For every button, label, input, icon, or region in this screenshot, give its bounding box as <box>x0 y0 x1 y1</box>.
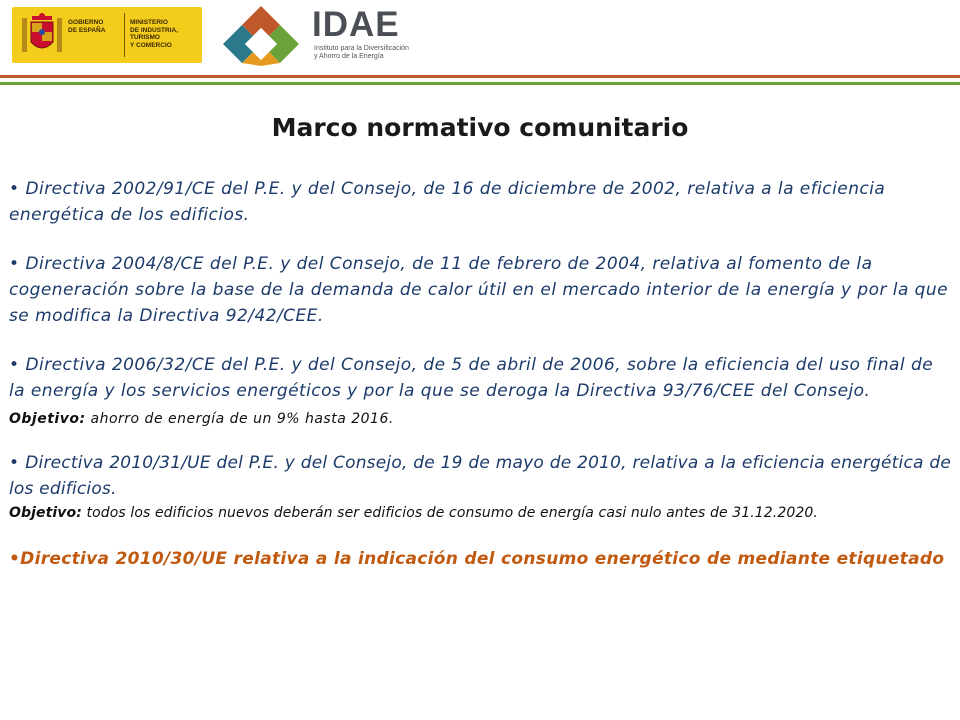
page-title: Marco normativo comunitario <box>271 113 689 142</box>
idae-subtitle: Instituto para la Diversificación y Ahorro de la Energía <box>314 45 409 60</box>
government-logo <box>12 7 202 63</box>
orange-rule <box>0 75 960 78</box>
directive-item <box>9 251 951 329</box>
objective-line <box>9 502 951 524</box>
bullet: • <box>9 254 20 274</box>
directive-text: Directiva 2002/91/CE del P.E. y del Consejo, de 16 de diciembre de 2002, relativa a la eficiencia energética de los edificios. <box>9 179 886 225</box>
coat-of-arms-icon <box>20 12 64 58</box>
objective-text: todos los edificios nuevos deberán ser edificios de consumo de energía casi nulo antes de 31.12.2020. <box>86 505 818 521</box>
directive-item <box>9 450 951 502</box>
directive-text: Directiva 2006/32/CE del P.E. y del Consejo, de 5 de abril de 2006, sobre la eficiencia del uso final de la energía y los servicios energéticos y por la que se deroga la Directiva 93/76/CEE del Consejo. <box>9 355 934 401</box>
bullet: • <box>9 453 20 473</box>
bullet: • <box>9 355 20 375</box>
directive-text: Directiva 2010/31/UE del P.E. y del Consejo, de 19 de mayo de 2010, relativa a la eficiencia energética de los edificios. <box>9 453 951 499</box>
government-text: GOBIERNO DE ESPAÑA <box>68 19 106 34</box>
directive-text: Directiva 2004/8/CE del P.E. y del Consejo, de 11 de febrero de 2004, relativa al fomento de la cogeneración sobre la base de la demanda de calor útil en el mercado interior de la energía y por la que se modifica la Directiva 92/42/CEE. <box>9 254 949 326</box>
bullet: • <box>9 179 20 199</box>
objective-label: Objetivo: <box>9 411 86 427</box>
header <box>0 0 960 75</box>
directive-item <box>9 352 951 404</box>
directive-item-highlight <box>9 546 951 572</box>
bullet: • <box>9 549 21 569</box>
directive-list <box>9 176 951 572</box>
ministry-text: MINISTERIO DE INDUSTRIA, TURISMO Y COMERCIO <box>130 19 179 49</box>
directive-text: Directiva 2010/30/UE relativa a la indicación del consumo energético de mediante etiquetado <box>20 549 945 569</box>
green-rule <box>0 82 960 85</box>
idae-logo-icon <box>220 4 302 66</box>
objective-line <box>9 408 951 430</box>
logo-divider <box>124 13 125 57</box>
header-rule <box>0 75 960 89</box>
objective-label: Objetivo: <box>9 505 82 521</box>
idae-wordmark: IDAE <box>312 5 400 44</box>
objective-text: ahorro de energía de un 9% hasta 2016. <box>90 411 394 427</box>
directive-item <box>9 176 951 228</box>
